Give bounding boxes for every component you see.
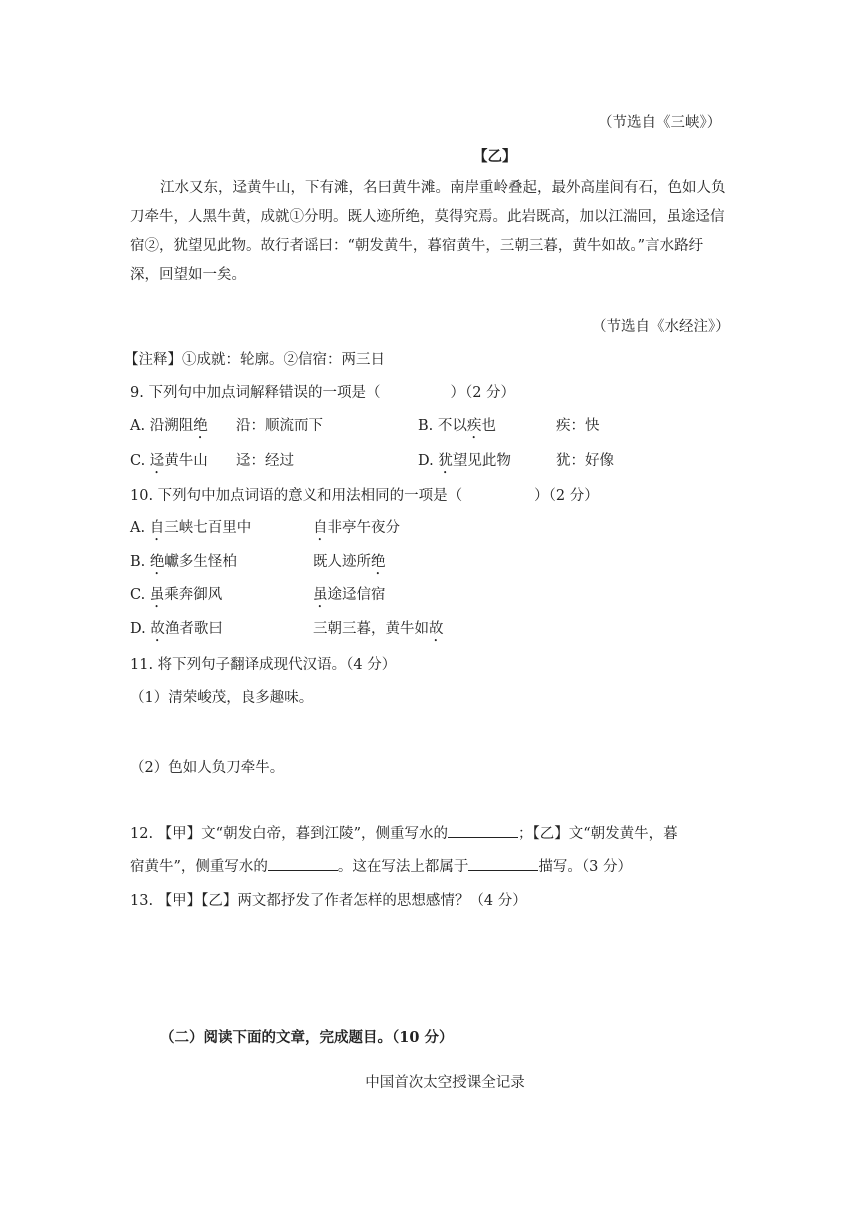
question-11-stem: 11. 将下列句子翻译成现代汉语。（4 分）: [130, 657, 397, 673]
source-yi: （节选自《水经注》）: [592, 319, 730, 335]
option-text: 途迳信宿: [327, 587, 386, 603]
dotted-word: 绝: [371, 554, 386, 570]
option-text: 非亭午夜分: [327, 520, 400, 536]
dotted-word: 绝: [193, 418, 208, 434]
q12-text: 12. 【甲】文“朝发白帝，暮到江陵”，侧重写水的: [130, 826, 448, 842]
q9-stem-b: ）（2 分）: [450, 385, 516, 401]
option-text: 也: [481, 418, 496, 434]
yi-passage: 江水又东，迳黄牛山，下有滩，名曰黄牛滩。南岸重岭叠起，最外高崖间有石，色如人负刀牵牛，人黑牛黄，成就①分明。既人迹所绝，莫得究焉。此岩既高，加以江湍回，虽途迳信宿②，犹望见此物。故行者谣曰：“朝发黄牛，暮宿黄牛，三朝三暮，黄牛如故。”言水路纡深，回望如一矣。: [130, 180, 726, 283]
option-text: 巘多生怪柏: [164, 554, 237, 570]
option-label: A.: [130, 520, 146, 536]
q10-stem-a: 10. 下列句中加点词语的意义和用法相同的一项是（: [130, 488, 463, 504]
option-text: 黄牛山: [164, 453, 208, 469]
q9-option-c: [130, 449, 208, 477]
q10-option-c-pair: [313, 583, 386, 611]
option-text: 渔者歌曰: [164, 621, 223, 637]
article-title: 中国首次太空授课全记录: [365, 1075, 525, 1091]
q9-option-a: [130, 414, 208, 442]
q11-sentence-1: （1）清荣峻茂，良多趣味。: [130, 690, 314, 706]
question-12-line-1: [130, 822, 678, 843]
option-label: D.: [130, 621, 146, 637]
answer-blank[interactable]: [468, 856, 538, 871]
question-12-line-2: [130, 855, 632, 876]
q10-option-a: [130, 516, 251, 544]
answer-blank[interactable]: [268, 856, 338, 871]
option-label: D.: [418, 453, 434, 469]
option-label: C.: [130, 453, 146, 469]
source-jia: （节选自《三峡》）: [598, 115, 722, 131]
option-label: B.: [130, 554, 146, 570]
dotted-word: 虽: [313, 587, 328, 603]
dotted-word: 绝: [149, 554, 165, 570]
question-9-stem: [130, 381, 515, 402]
q10-option-c: [130, 583, 222, 611]
q10-option-a-pair: [313, 516, 400, 544]
option-text: 沿溯阻: [149, 418, 194, 434]
q12-text: 宿黄牛”，侧重写水的: [130, 859, 268, 875]
annotation-notes: 【注释】①成就：轮廓。②信宿：两三日: [124, 352, 385, 368]
dotted-word: 故: [429, 621, 444, 637]
q9-gloss-d: 犹：好像: [556, 453, 614, 469]
option-text: 不以: [437, 418, 467, 434]
q12-text: ；【乙】文“朝发黄牛，暮: [518, 826, 678, 842]
dotted-word: 自: [149, 520, 165, 536]
dotted-word: 故: [150, 621, 165, 637]
option-label: C.: [130, 587, 146, 603]
dotted-word: 迳: [149, 453, 165, 469]
dotted-word: 疾: [466, 418, 482, 434]
q10-stem-b: ）（2 分）: [534, 488, 599, 504]
q9-option-d: [418, 449, 511, 477]
dotted-word: 犹: [438, 453, 453, 469]
dotted-word: 虽: [149, 587, 165, 603]
option-text: 望见此物: [452, 453, 511, 469]
option-text: 乘奔御风: [164, 587, 223, 603]
q9-gloss-b: 疾：快: [556, 418, 600, 434]
option-label: A.: [130, 418, 146, 434]
q11-sentence-2: （2）色如人负刀牵牛。: [130, 760, 285, 776]
option-text: 三峡七百里中: [164, 520, 252, 536]
question-10-stem: [130, 484, 599, 505]
q10-option-d-pair: [313, 617, 444, 645]
answer-blank[interactable]: [448, 823, 518, 838]
q9-gloss-a: 沿：顺流而下: [236, 418, 323, 434]
q12-text: 描写。（3 分）: [538, 859, 633, 875]
q10-option-b: [130, 550, 237, 578]
q10-option-d: [130, 617, 223, 645]
q10-option-b-pair: [313, 550, 386, 578]
option-label: B.: [418, 418, 434, 434]
q9-option-b: [418, 414, 496, 442]
q9-stem-a: 9. 下列句中加点词解释错误的一项是（: [130, 385, 381, 401]
section-2-heading: （二）阅读下面的文章，完成题目。（10 分）: [160, 1029, 454, 1046]
yi-heading: 【乙】: [473, 148, 517, 165]
option-text: 既人迹所: [313, 554, 371, 570]
q9-gloss-c: 迳：经过: [236, 453, 294, 469]
question-13: 13. 【甲】【乙】两文都抒发了作者怎样的思想感情？（4 分）: [130, 893, 527, 909]
dotted-word: 自: [313, 520, 328, 536]
option-text: 三朝三暮，黄牛如: [313, 621, 429, 637]
q12-text: 。这在写法上都属于: [337, 859, 469, 875]
